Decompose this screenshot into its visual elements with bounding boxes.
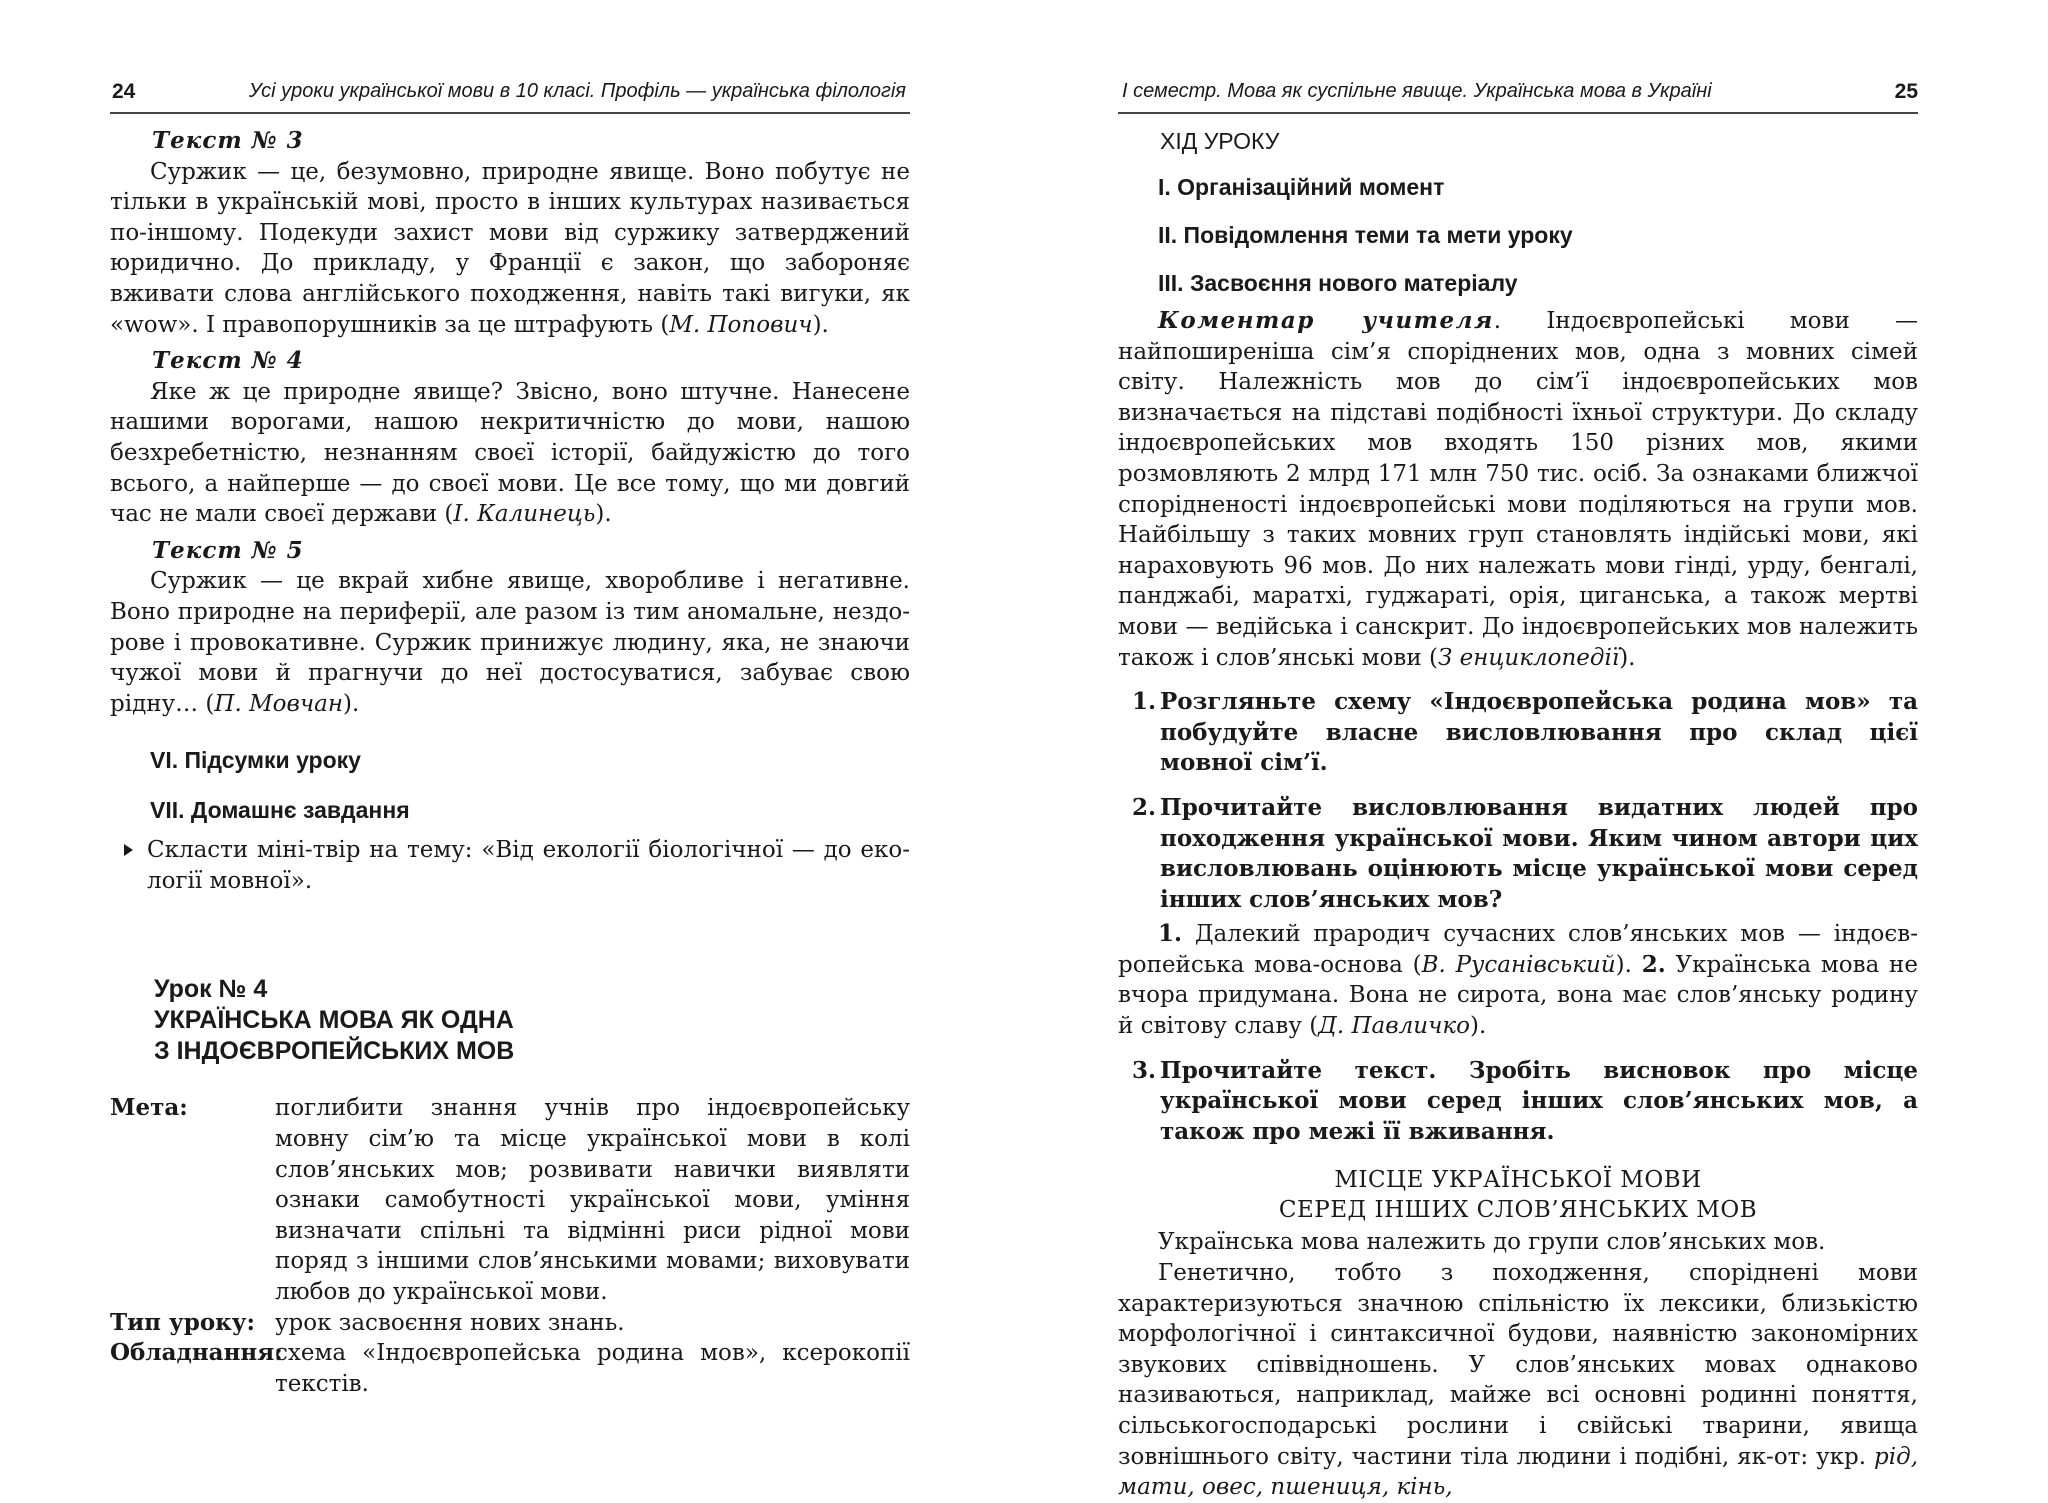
text4-author: І. Калинець xyxy=(453,501,596,528)
lesson-flow-heading: ХІД УРОКУ xyxy=(1160,128,1280,154)
quotes: 1. Далекий прародич сучасних слов’янських мов — індоєвропейська мова-основа (В. Русанівський). 2. Українська мова не вчора придумана. Вона не сирота, вона має слов’янську родину й світову славу (Д. Павличко). xyxy=(1118,920,1918,1040)
teacher-commentary: Коментар учителя. Індоєвропейські мови — найпоширеніша сім’я споріднених мов, одна з мовних сімей світу. Належність мов до сім’ї індоєвропейських мов визначається на підставі подібності їхньої структури. До складу індоєвропейських мов входять 150 різних мов, якими розмовляють 2 млрд 171 млн 750 тис. осіб. За ознаками ближчої спорідненості індоєвропейські мови поділяються на групи мов. Найбільшу з таких мовних груп становлять індійські мови, які нараховують 96 мов. До них належать мови гінді, урду, бенгалі, панджабі, маратхі, гуджараті, орія, циганська, а також мертві мови — ведійська і санскрит. До індоєвропейських мов належить також і слов’янські мови (З енциклопедії). xyxy=(1118,307,1918,671)
heading-new-material: ІІІ. Засвоєння нового матеріалу xyxy=(1158,270,1518,296)
heading-topic-goal: ІІ. Повідомлення теми та мети уроку xyxy=(1158,222,1573,248)
lesson-meta xyxy=(110,1093,910,1399)
task-2: 2. Прочитайте висловлювання видатних людей про походження української мови. Яким чином автори цих висловлювань оцінюють місце української мови серед інших слов’янських мов? xyxy=(1132,793,1918,913)
right-content xyxy=(1118,126,1918,1503)
article-para-1: Українська мова належить до групи слов’янських мов. xyxy=(1158,1229,1826,1256)
heading-org-moment: І. Організаційний момент xyxy=(1158,174,1445,200)
meta-goal: Мета: поглибити знання учнів про індоєвропейську мовну сім’ю та місце української мови в колі слов’янських мов; розвивати навички виявляти ознаки самобутності української мови, уміння визначати спільні та відмінні риси рідної мови поряд з іншими слов’янськими мовами; виховувати любов до української мови. xyxy=(110,1094,910,1306)
heading-homework: VII. Домашнє завдання xyxy=(150,797,410,824)
text3-body: Суржик — це, безумовно, природне явище. Воно побутує не тільки в українській мові, просто в інших культурах називається по-іншому. Подекуди захист мови від суржику затверджений юридично. До прикладу, у Франції є закон, що забороняє вживати слова англійського походження, навіть такі вигуки, як «wow». І правопорушників за це штрафують (М. Попович). xyxy=(110,158,910,338)
text4-body: Яке ж це природне явище? Звісно, воно штучне. Нанесене нашими ворогами, нашою некритичністю до мови, нашою безхребетністю, незнанням своєї історії, байдужістю до того всього, а найперше — до своєї мови. Це все тому, що ми довгий час не мали своєї держави (І. Калинець). xyxy=(110,378,910,528)
page-number: 25 xyxy=(1894,80,1918,103)
running-head-right xyxy=(1118,76,1918,114)
lesson-title: Урок № 4 УКРАЇНСЬКА МОВА ЯК ОДНА З ІНДОЄВРОПЕЙСЬКИХ МОВ xyxy=(154,975,515,1066)
article-title: МІСЦЕ УКРАЇНСЬКОЇ МОВИ СЕРЕД ІНШИХ СЛОВ’ЯНСЬКИХ МОВ xyxy=(1278,1167,1758,1224)
right-page xyxy=(1118,0,1918,1501)
triangle-bullet-icon xyxy=(124,844,133,856)
task-3: 3. Прочитайте текст. Зробіть висновок про місце української мови серед інших слов’янських мов, а також про межі її вживання. xyxy=(1132,1056,1918,1145)
left-page xyxy=(110,0,910,1448)
heading-summary: VI. Підсумки уроку xyxy=(150,747,361,774)
text5-body: Суржик — це вкрай хибне явище, хворобливе і негативне. Воно природне на периферії, але разом із тим аномальне, нездорове і провокативне. Суржик принижує людину, яка, не знаючи чужої мови й прагнучи до неї достосуватися, забуває свою рідну… (П. Мовчан). xyxy=(110,568,910,717)
homework-item: Скласти міні-твір на тему: «Від екології біологічної — до екології мовної». xyxy=(124,835,910,896)
meta-equipment: Обладнання: схема «Індоєвропейська родина мов», ксерокопії текстів. xyxy=(110,1339,910,1397)
text4-label: Текст № 4 xyxy=(152,347,304,375)
left-content xyxy=(110,126,910,1399)
running-head-title: І семестр. Мова як суспільне явище. Українська мова в Україні xyxy=(1122,80,1712,102)
article-para-2: Генетично, тобто з походження, споріднені мови характеризуються значною спільністю їх лексики, близькістю морфологічної і синтаксичної будови, наявністю закономірних звукових співвідношень. У слов’янських мовах однаково називаються, наприклад, майже всі основні родинні поняття, сільськогосподарські рослини і свійські тварини, явища зовнішнього світу, частини тіла людини і подібні, як-от: укр. рід, мати, овес, пшениця, кінь, xyxy=(1118,1260,1918,1501)
running-head-title: Усі уроки української мови в 10 класі. Профіль — українська філологія xyxy=(248,80,906,102)
task-1: 1. Розгляньте схему «Індоєвропейська родина мов» та побудуйте власне висловлювання про склад цієї мовної сім’ї. xyxy=(1132,688,1918,777)
text3-label: Текст № 3 xyxy=(152,127,304,154)
running-head-left xyxy=(110,76,910,114)
page-number: 24 xyxy=(112,80,136,103)
text5-label: Текст № 5 xyxy=(152,536,304,564)
meta-type: Тип уроку: урок засвоєння нових знань. xyxy=(110,1308,625,1336)
text3-author: М. Попович xyxy=(669,311,813,338)
text5-author: П. Мовчан xyxy=(214,690,344,717)
